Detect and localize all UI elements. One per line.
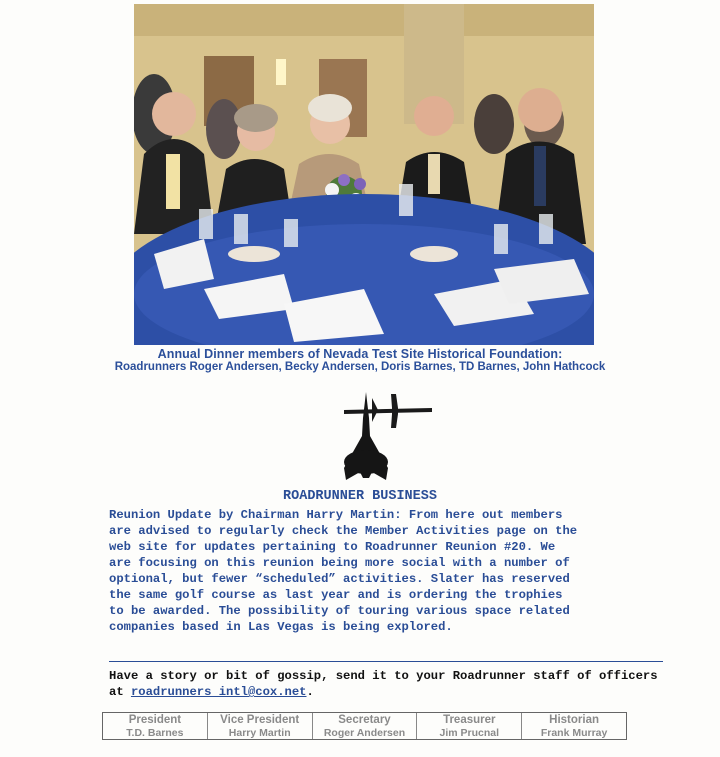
footer-contact-end: . (306, 685, 314, 699)
photo-caption-names: Roadrunners Roger Andersen, Becky Andersen, Doris Barnes, TD Barnes, John Hathcock (114, 361, 606, 373)
officer-role: Treasurer (443, 713, 496, 726)
footer-contact (109, 668, 669, 700)
dinner-photo-illustration (134, 4, 594, 345)
photo-caption-title: Annual Dinner members of Nevada Test Site Historical Foundation: (157, 347, 563, 361)
aircraft-silhouettes-icon (336, 388, 436, 486)
officer-role: President (128, 713, 182, 726)
officer-cell-vice-president (208, 713, 313, 739)
officer-cell-historian (522, 713, 626, 739)
officers-table (102, 712, 627, 740)
officer-role: Historian (549, 713, 599, 726)
dinner-photo (134, 4, 594, 345)
officer-role: Secretary (338, 713, 391, 726)
divider (109, 661, 663, 662)
officer-name: Jim Prucnal (439, 726, 500, 739)
officer-cell-secretary (313, 713, 418, 739)
section-title-roadrunner-business: ROADRUNNER BUSINESS (283, 489, 437, 504)
officer-role: Vice President (220, 713, 300, 726)
officer-name: Frank Murray (540, 726, 608, 739)
email-link[interactable]: roadrunners intl@cox.net (130, 685, 307, 699)
officer-name: Roger Andersen (323, 726, 406, 739)
officer-name: Harry Martin (228, 726, 291, 739)
officer-cell-treasurer (417, 713, 522, 739)
reunion-update-paragraph: Reunion Update by Chairman Harry Martin: From here out members are advised to regularly check the Member Activities page on the web site for updates pertaining to Roadrunner Reunion #20. We are focusing on this reunion being more social with a number of optional, but fewer “scheduled” activities. Slater has reserved the same golf course as last year and is ordering the trophies to be awarded. The possibility of touring various space related companies based in Las Vegas is being explored. (109, 508, 578, 634)
officer-cell-president (103, 713, 208, 739)
officer-name: T.D. Barnes (126, 726, 184, 739)
footer-contact-text: Have a story or bit of gossip, send it to your Roadrunner staff of officers at (109, 669, 658, 699)
